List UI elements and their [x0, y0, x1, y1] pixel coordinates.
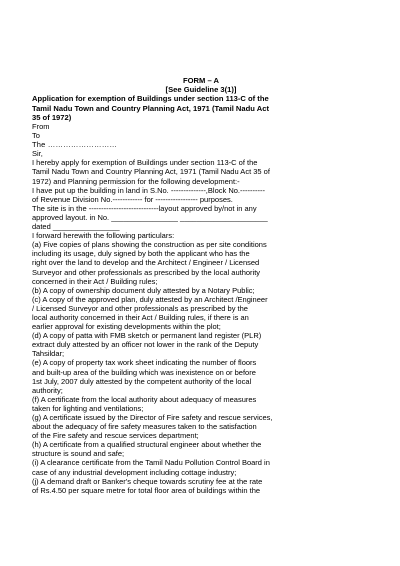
body-line: The site is in the ----------------------------layout approved by/not in any	[32, 203, 257, 213]
body-line: I forward herewith the following particulars:	[32, 231, 175, 241]
subject-line: 35 of 1972)	[32, 112, 72, 122]
body-line: Surveyor and other professionals as prescribed by the local authority	[32, 267, 261, 277]
body-line: (i) A clearance certificate from the Tamil Nadu Pollution Control Board in	[32, 458, 270, 468]
body-line: (d) A copy of patta with FMB sketch or permanent land register (PLR)	[32, 331, 262, 341]
from-label: From	[32, 122, 50, 132]
body-line: concerned in their Act / Building rules;	[32, 276, 158, 286]
body-line: 1972) and Planning permission for the following development:-	[32, 176, 240, 186]
body-line: extract duly attested by an officer not lower in the rank of the Deputy	[32, 340, 259, 350]
body-line: authority;	[32, 385, 63, 395]
guideline-reference: [See Guideline 3(1)]	[165, 85, 237, 95]
body-line: case of any industrial development including cottage industry;	[32, 467, 237, 477]
to-label: To	[32, 131, 40, 141]
body-line: of Rs.4.50 per square metre for total floor area of buildings within the	[32, 485, 261, 495]
form-subject	[32, 94, 370, 122]
body-line: I have put up the building in land in S.No. --------------,Block No.----------	[32, 185, 265, 195]
body-line: (a) Five copies of plans showing the construction as per site conditions	[32, 240, 267, 250]
body-line: dated ________________	[32, 222, 120, 232]
body-line: Tahsildar;	[32, 349, 65, 359]
body-line: / Licensed Surveyor and other professionals as prescribed by the	[32, 303, 248, 313]
form-title: FORM – A	[183, 76, 219, 85]
body-line: (g) A certificate issued by the Director of Fire safety and rescue services,	[32, 413, 273, 423]
body-line: (j) A demand draft or Banker's cheque towards scrutiny fee at the rate	[32, 476, 263, 486]
body-line: right over the land to develop and the Architect / Engineer / Licensed	[32, 258, 260, 268]
body-line: (h) A certificate from a qualified structural engineer about whether the	[32, 440, 262, 450]
body-line: structure is sound and safe;	[32, 449, 125, 459]
body-line: and built-up area of the building which was inexistence on or before	[32, 367, 256, 377]
body-line: 1st July, 2007 duly attested by the competent authority of the local	[32, 376, 252, 386]
body-line: Tamil Nadu Town and Country Planning Act, 1971 (Tamil Nadu Act 35 of	[32, 167, 270, 177]
application-body	[32, 158, 370, 494]
body-line: (b) A copy of ownership document duly attested by a Notary Public;	[32, 285, 255, 295]
body-line: of Revenue Division No.------------ for ----------------- purposes.	[32, 194, 233, 204]
body-line: (f) A certificate from the local authority about adequacy of measures	[32, 394, 257, 404]
body-line: (e) A copy of property tax work sheet indicating the number of floors	[32, 358, 257, 368]
body-line: I hereby apply for exemption of Buildings under section 113-C of the	[32, 158, 258, 168]
body-line: about the adequacy of fire safety measures taken to the satisfaction	[32, 422, 257, 432]
body-line: approved layout. in No. ________________ _____________________	[32, 212, 268, 222]
body-line: taken for lighting and ventilations;	[32, 403, 144, 413]
addressee-line: The ………………………	[32, 140, 118, 150]
body-line: earlier approval for existing developments within the plot;	[32, 322, 221, 332]
body-line: including its usage, duly signed by both the applicant who has the	[32, 249, 250, 259]
subject-line: Application for exemption of Buildings under section 113-C of the	[32, 94, 269, 104]
body-line: (c) A copy of the approved plan, duly attested by an Architect /Engineer	[32, 294, 268, 304]
subject-line: Tamil Nadu Town and Country Planning Act, 1971 (Tamil Nadu Act	[32, 103, 269, 113]
body-line: local authority concerned in their Act / Building rules, if there is an	[32, 312, 249, 322]
address-block	[32, 122, 370, 149]
salutation: Sir,	[32, 149, 43, 159]
body-line: of the Fire safety and rescue services department;	[32, 431, 199, 441]
